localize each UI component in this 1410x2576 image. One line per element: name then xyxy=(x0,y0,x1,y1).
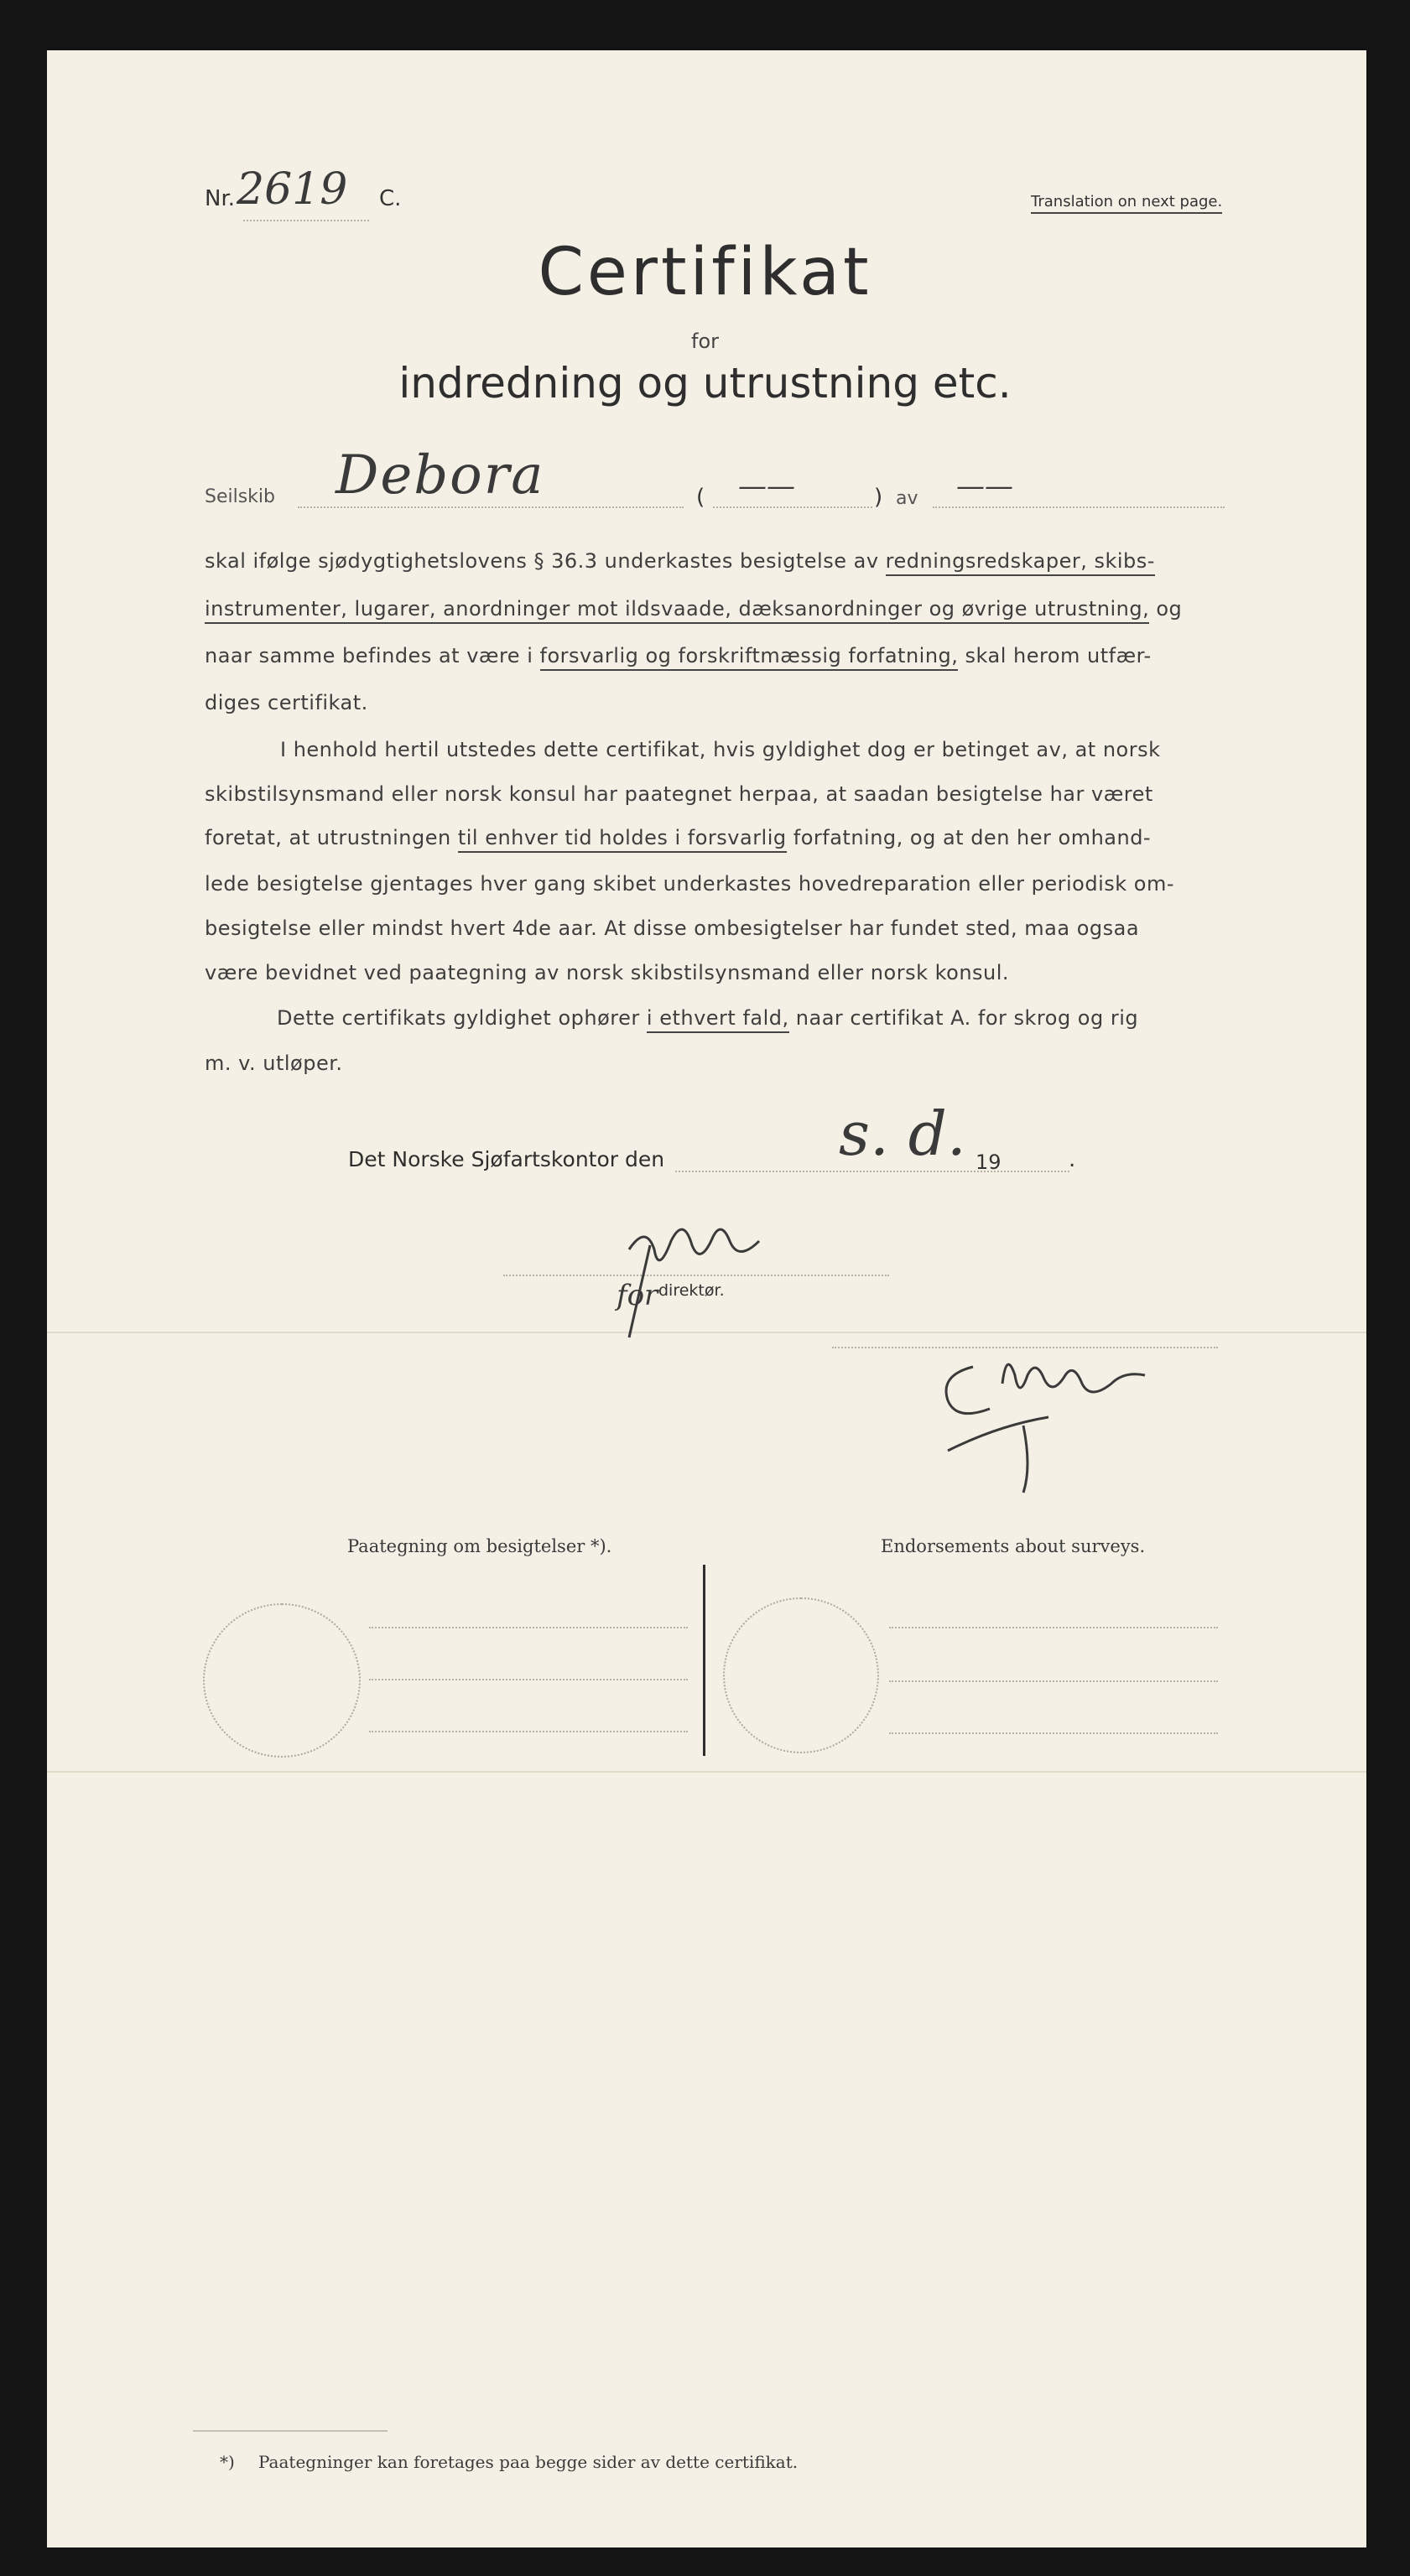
body-line-1: skal ifølge sjødygtighetslovens § 36.3 underkastes besigtelse av redningsredskaper, skibs- xyxy=(205,549,1225,573)
paren-value: —— xyxy=(738,470,795,503)
certificate-subtitle: indredning og utrustning etc. xyxy=(398,359,1012,408)
title-for: for xyxy=(691,330,719,353)
center-divider xyxy=(703,1565,705,1756)
body-line-3: naar samme befindes at være i forsvarlig og forskriftmæssig forfatning, skal herom utfær- xyxy=(205,644,1225,667)
av-value: —— xyxy=(956,470,1013,503)
endorsement-line xyxy=(369,1679,688,1680)
nr-label: Nr. xyxy=(205,186,236,211)
for-handwritten: for xyxy=(617,1279,658,1312)
body-line-5: I henhold hertil utstedes dette certifikat, hvis gyldighet dog er betinget av, at norsk xyxy=(280,738,1161,761)
footnote-rule xyxy=(193,2430,388,2432)
year-prefix: 19 xyxy=(976,1150,1002,1174)
av-label: av xyxy=(896,488,918,509)
footnote-mark: *) xyxy=(220,2452,235,2472)
paren-dotted-line xyxy=(713,506,872,508)
ship-name: Debora xyxy=(336,444,545,506)
endorsement-left-title: Paategning om besigtelser *). xyxy=(347,1536,612,1556)
body-line-10: være bevidnet ved paategning av norsk skibstilsynsmand eller norsk konsul. xyxy=(205,961,1010,984)
stamp-circle-right xyxy=(723,1597,879,1753)
endorsement-line xyxy=(889,1627,1218,1628)
office-label: Det Norske Sjøfartskontor den xyxy=(348,1147,665,1171)
endorsement-line xyxy=(369,1731,688,1732)
nr-dotted-line xyxy=(243,220,369,221)
av-dotted-line xyxy=(933,506,1225,508)
endorsement-line xyxy=(889,1732,1218,1734)
ship-name-dotted-line xyxy=(298,506,684,508)
date-dotted-line xyxy=(675,1171,1069,1172)
paren-close: ) xyxy=(874,485,883,510)
footnote-text: Paategninger kan foretages paa begge sider av dette certifikat. xyxy=(258,2452,799,2472)
translation-note: Translation on next page. xyxy=(1031,193,1222,214)
director-label: direktør. xyxy=(658,1281,725,1300)
body-line-9: besigtelse eller mindst hvert 4de aar. At disse ombesigtelser har fundet sted, maa ogsaa xyxy=(205,917,1140,940)
ship-label: Seilskib xyxy=(205,486,276,507)
endorsement-right-title: Endorsements about surveys. xyxy=(881,1536,1146,1556)
body-line-8: lede besigtelse gjentages hver gang skibet underkastes hovedreparation eller periodisk om- xyxy=(205,872,1174,896)
endorsement-line xyxy=(369,1627,688,1628)
date-handwritten: s. d. xyxy=(839,1098,966,1169)
endorsement-line xyxy=(889,1680,1218,1682)
date-period: . xyxy=(1069,1147,1076,1172)
paren-open: ( xyxy=(696,485,705,510)
body-line-12: m. v. utløper. xyxy=(205,1052,343,1075)
body-line-4: diges certifikat. xyxy=(205,691,368,714)
stamp-circle-left xyxy=(203,1603,361,1758)
fold-line xyxy=(47,1771,1366,1773)
initials-scribble xyxy=(923,1333,1191,1501)
body-line-7: foretat, at utrustningen til enhver tid holdes i forsvarlig forfatning, og at den her omhand- xyxy=(205,826,1225,849)
certificate-title: Certifikat xyxy=(538,235,872,310)
body-line-6: skibstilsynsmand eller norsk konsul har paategnet herpaa, at saadan besigtelse har været xyxy=(205,782,1153,806)
body-line-11: Dette certifikats gyldighet ophører i ethvert fald, naar certifikat A. for skrog og rig xyxy=(277,1006,1225,1030)
nr-suffix: C. xyxy=(379,186,402,211)
nr-value: 2619 xyxy=(237,164,348,215)
body-line-2: instrumenter, lugarer, anordninger mot ildsvaade, dæksanordninger og øvrige utrustning, og xyxy=(205,597,1225,621)
